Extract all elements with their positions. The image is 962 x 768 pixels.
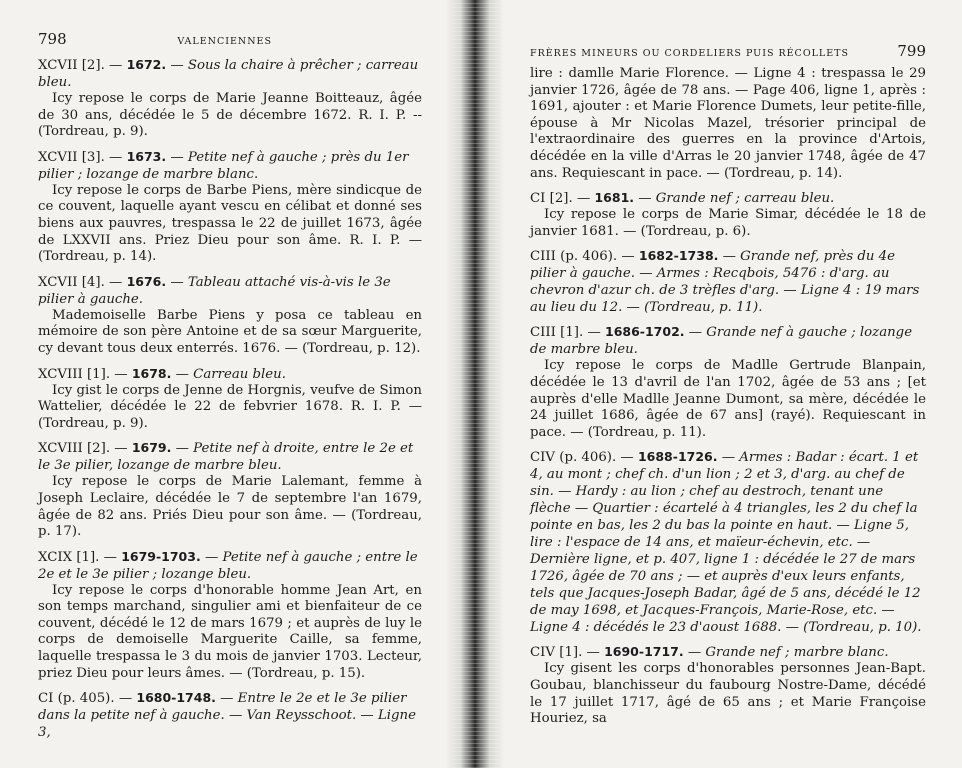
entry-heading: XCVII [3]. — 1673. — Petite nef à gauche ; près du 1er pilier ; lozange de marbre blanc. bbox=[38, 148, 409, 182]
entry-heading: CI (p. 405). — 1680-1748. — Entre le 2e et le 3e pilier dans la petite nef à gauche. — Van Reysschoot. — Ligne 3, bbox=[38, 690, 416, 741]
entry-number: CIII (p. 406). bbox=[530, 249, 618, 265]
entry-heading: XCVII [2]. — 1672. — Sous la chaire à prêcher ; carreau bleu. bbox=[38, 57, 419, 90]
entry-date: 1681. bbox=[594, 190, 635, 206]
inscription-entry bbox=[38, 548, 422, 683]
entry-heading: CIII (p. 406). — 1682-1738. — Grande nef, près du 4e pilier à gauche. — Armes : Recqbois, 5476 : d'arg. au chevron d'azur ch. de 3 trèfles d'arg. — Ligne 4 : 19 mars au lieu du 12. — (Tordreau, p. 11). bbox=[530, 248, 920, 316]
inscription-entry bbox=[530, 643, 926, 727]
entry-location: Petite nef à gauche ; près du 1er pilier ; lozange de marbre blanc. bbox=[38, 149, 409, 182]
inscription-entry bbox=[38, 365, 422, 433]
entry-text: Icy repose le corps de Madlle Gertrude Blanpain, décédée le 13 d'avril de l'an 1702, âgée de 53 ans ; [et auprès d'elle Madlle Jeanne Dumont, sa mère, décédée le 24 juillet 1686, âgée de 67 ans] (rayé). Requiescant in pace. — (Tordreau, p. 11). bbox=[530, 358, 926, 440]
entry-text: Icy repose le corps de Marie Lalemant, femme à Joseph Leclaire, décédée le 7 de septembre l'an 1679, âgée de 82 ans. Priés Dieu pour son âme. — (Tordreau, p. 17). bbox=[38, 474, 422, 540]
entry-date: 1676. bbox=[126, 273, 167, 289]
entry-number: CIV (p. 406). bbox=[530, 450, 617, 466]
entry-location: Armes : Badar : écart. 1 et 4, au mont ; chef ch. d'un lion ; 2 et 3, d'arg. au chef de sin. — Hardy : au lion ; chef au destroch, tenant une flèche — Quartier : écartelé à 4 triangles, les 2 du chef la pointe en bas, les 2 du bas la pointe en haut. — Ligne 5, lire : l'espace de 14 ans, et maïeur-échevin, etc. — Dernière ligne, et p. 407, ligne 1 : décédée le 27 de mars 1726, âgée de 70 ans ; — et auprès d'eux leurs enfants, tels que Jacques-Joseph Badar, âgé de 5 ans, décédé le 12 de may 1698, et Jacques-François, Marie-Rose, etc. — Ligne 4 : décédés le 23 d'aoust 1688. — (Tordreau, p. 10). bbox=[530, 450, 922, 636]
entry-heading: XCVIII [2]. — 1679. — Petite nef à droite, entre le 2e et le 3e pilier, lozange de marbre bleu. bbox=[38, 440, 414, 474]
entry-location: Tableau attaché vis-à-vis le 3e pilier à gauche. bbox=[38, 274, 391, 307]
entry-date: 1679. bbox=[131, 440, 172, 456]
inscription-entry bbox=[38, 439, 422, 540]
entry-heading: CI [2]. — 1681. — Grande nef ; carreau bleu. bbox=[530, 190, 835, 207]
entry-location: Grande nef à gauche ; lozange de marbre bleu. bbox=[530, 325, 913, 358]
entry-text: Icy repose le corps de Marie Simar, décédée le 18 de janvier 1681. — (Tordreau, p. 6). bbox=[530, 207, 926, 239]
entry-number: XCVII [3]. bbox=[38, 149, 105, 165]
entry-date: 1682-1738. bbox=[638, 248, 719, 264]
right-page bbox=[500, 0, 962, 768]
left-running-head bbox=[38, 30, 422, 48]
inscription-entry bbox=[38, 273, 422, 358]
entry-number: XCVII [4]. bbox=[38, 274, 105, 290]
left-running-title: VALENCIENNES bbox=[177, 36, 272, 47]
entry-text: Icy gist le corps de Jenne de Horgnis, veufve de Simon Wattelier, décédée le 22 de febvrier 1678. R. I. P. — (Tordreau, p. 9). bbox=[38, 382, 422, 431]
entry-text: Icy repose le corps de Barbe Piens, mère sindicque de ce couvent, laquelle ayant vescu en célibat et donné ses biens aux pauvres, trespassa le 22 de juillet 1673, âgée de LXXVII ans. Priez Dieu pour son âme. R. I. P. — (Tordreau, p. 14). bbox=[38, 182, 422, 265]
entry-text: Icy repose le corps d'honorable homme Jean Art, en son temps marchand, singulier ami et bienfaiteur de ce couvent, décédé le 12 de mars 1679 ; et auprès de luy le corps de demoiselle Marguerite Caille, sa femme, laquelle trespassa le 3 du mois de janvier 1703. Lecteur, priez Dieu pour leurs âmes. — (Tordreau, p. 15). bbox=[38, 582, 422, 681]
entry-text: Icy repose le corps de Marie Jeanne Boitteauz, âgée de 30 ans, décédée le 5 de décembre 1672. R. I. P. -- (Tordreau, p. 9). bbox=[38, 91, 422, 140]
entry-location: Petite nef à droite, entre le 2e et le 3e pilier, lozange de marbre bleu. bbox=[38, 441, 414, 474]
right-running-head bbox=[530, 42, 926, 60]
entry-number: CIV [1]. bbox=[530, 645, 583, 661]
entry-location: Grande nef ; carreau bleu. bbox=[655, 191, 835, 207]
inscription-entry bbox=[38, 148, 422, 266]
left-page-number: 798 bbox=[38, 30, 67, 48]
entry-number: CIII [1]. bbox=[530, 325, 584, 341]
entry-date: 1680-1748. bbox=[136, 690, 216, 706]
entry-location: Grande nef ; marbre blanc. bbox=[705, 645, 889, 661]
entry-heading: XCVII [4]. — 1676. — Tableau attaché vis-à-vis le 3e pilier à gauche. bbox=[38, 273, 391, 307]
entry-number: XCVII [2]. bbox=[38, 58, 105, 73]
entry-date: 1688-1726. bbox=[637, 449, 718, 465]
entry-date: 1672. bbox=[126, 57, 167, 72]
entry-date: 1690-1717. bbox=[604, 644, 684, 660]
inscription-entry bbox=[530, 189, 926, 240]
right-page-number: 799 bbox=[897, 42, 926, 60]
entry-location: Entre le 2e et le 3e pilier dans la petite nef à gauche. — Van Reysschoot. — Ligne 3, bbox=[38, 691, 416, 741]
entry-location: Carreau bleu. bbox=[193, 366, 286, 382]
entry-number: CI (p. 405). bbox=[38, 691, 115, 707]
gutter-shadow bbox=[452, 0, 498, 768]
entry-date: 1678. bbox=[131, 365, 172, 381]
entry-date: 1686-1702. bbox=[605, 324, 685, 340]
entry-location: Sous la chaire à prêcher ; carreau bleu. bbox=[38, 58, 419, 90]
entry-heading: CIV (p. 406). — 1688-1726. — Armes : Badar : écart. 1 et 4, au mont ; chef ch. d'un lion ; 2 et 3, d'arg. au chef de sin. — Hardy : au lion ; chef au destroch, tenant une flèche — Quartier : écartelé à 4 triangles, les 2 du chef la pointe en bas, les 2 du bas la pointe en haut. — Ligne 5, lire : l'espace de 14 ans, et maïeur-échevin, etc. — Dernière ligne, et p. 407, ligne 1 : décédée le 27 de mars 1726, âgée de 70 ans ; — et auprès d'eux leurs enfants, tels que Jacques-Joseph Badar, âgé de 5 ans, décédé le 12 de may 1698, et Jacques-François, Marie-Rose, etc. — Ligne 4 : décédés le 23 d'aoust 1688. — (Tordreau, p. 10). bbox=[530, 449, 922, 636]
inscription-entry bbox=[38, 56, 422, 141]
entry-number: XCIX [1]. bbox=[38, 549, 100, 565]
entry-date: 1679-1703. bbox=[121, 548, 201, 564]
entry-text: Mademoiselle Barbe Piens y posa ce tableau en mémoire de son père Antoine et de sa sœur Marguerite, cy devant tous deux enterrés. 1676. — (Tordreau, p. 12). bbox=[38, 307, 422, 356]
left-page bbox=[0, 0, 458, 768]
entry-heading: CIV [1]. — 1690-1717. — Grande nef ; marbre blanc. bbox=[530, 644, 889, 661]
entry-date: 1673. bbox=[126, 148, 167, 164]
entry-location: Grande nef, près du 4e pilier à gauche. — Armes : Recqbois, 5476 : d'arg. au chevron d'azur ch. de 3 trèfles d'arg. — Ligne 4 : 19 mars au lieu du 12. — (Tordreau, p. 11). bbox=[530, 249, 920, 316]
entry-text: Icy gisent les corps d'honorables personnes Jean-Bapt. Goubau, blanchisseur du faubourg Nostre-Dame, décédé le 17 juillet 1717, âgé de 65 ans ; et Marie Françoise Houriez, sa bbox=[530, 661, 926, 727]
entry-heading: XCVIII [1]. — 1678. — Carreau bleu. bbox=[38, 365, 286, 382]
inscription-entry bbox=[38, 689, 422, 741]
entry-number: XCVIII [1]. bbox=[38, 366, 111, 382]
right-running-title: FRÈRES MINEURS OU CORDELIERS PUIS RÉCOLLETS bbox=[530, 48, 850, 59]
entry-number: XCVIII [2]. bbox=[38, 441, 111, 457]
inscription-entry bbox=[530, 448, 926, 636]
entry-heading: XCIX [1]. — 1679-1703. — Petite nef à gauche ; entre le 2e et le 3e pilier ; lozange bleu. bbox=[38, 548, 418, 582]
entry-number: CI [2]. bbox=[530, 191, 573, 207]
continuation-text: lire : damlle Marie Florence. — Ligne 4 : trespassa le 29 janvier 1726, âgée de 78 ans. — Page 406, ligne 1, après : 1691, ajouter : et Marie Florence Dumets, leur petite-fille, épouse à Mr Nicolas Mazel, trésorier principal de l'extraordinaire des guerres en la province d'Artois, décédée en la ville d'Arras le 20 janvier 1748, âgée de 47 ans. Requiescant in pace. — (Tordreau, p. 14). bbox=[530, 66, 926, 181]
inscription-entry bbox=[530, 323, 926, 441]
entry-location: Petite nef à gauche ; entre le 2e et le 3e pilier ; lozange bleu. bbox=[38, 549, 418, 582]
entry-heading: CIII [1]. — 1686-1702. — Grande nef à gauche ; lozange de marbre bleu. bbox=[530, 324, 913, 358]
inscription-entry bbox=[530, 247, 926, 316]
